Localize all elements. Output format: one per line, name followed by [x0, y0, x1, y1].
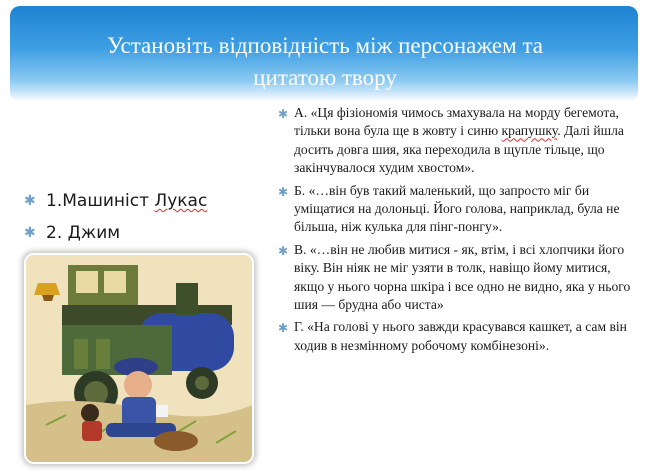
character-item — [22, 186, 262, 218]
bullet-star-icon: ✱ — [278, 107, 289, 121]
character-name-underlined: Лукас — [154, 191, 208, 211]
quote-text: А. «Ця фізіономія чимось змахувала на морду бегемота, тільки вона була ще в жовту і синю — [294, 105, 619, 139]
quote-list — [276, 104, 636, 359]
character-item — [22, 218, 262, 250]
quote-text: В. «…він не любив митися - як, втім, і всі хлопчики його віку. Він ніяк не міг узяти в толк, навіщо йому митися, якщо у нього чорна шкіра і все одно не видно, яка у нього шия — брудна або чиста» — [294, 241, 631, 313]
bullet-star-icon: ✱ — [24, 193, 36, 209]
quote-text: Г. «На голові у нього завжди красувався кашкет, а сам він ходив в незмінному робочому комбінезоні». — [294, 319, 627, 353]
bullet-star-icon: ✱ — [24, 225, 36, 241]
quote-item — [276, 318, 636, 355]
character-name: Джим — [67, 223, 121, 243]
bullet-star-icon: ✱ — [278, 243, 289, 258]
quote-text-underlined: крапушку — [501, 123, 558, 139]
quote-text: . Далі йшла досить довга шия, яка переходила в щупле тільце, що закінчувалося худим хвостом». — [294, 123, 624, 176]
quote-text: Б. «…він був такий маленький, що запросто міг би уміщатися на долоньці. Його голова, наприклад, була не більша, ніж кулька для пінг-понгу». — [294, 182, 620, 235]
character-number: 1. — [46, 191, 63, 211]
illustration-image — [24, 253, 254, 464]
bullet-star-icon: ✱ — [278, 184, 289, 199]
character-name: Машиніст — [62, 191, 155, 211]
slide-title: Установіть відповідність між персонажем та цитатою твору — [106, 33, 543, 90]
quote-item — [276, 241, 636, 315]
quote-item — [276, 182, 636, 237]
character-list — [22, 186, 262, 250]
illustration-drawing — [26, 255, 252, 462]
quote-item — [276, 104, 636, 178]
character-number: 2. — [46, 223, 63, 243]
bullet-star-icon: ✱ — [278, 321, 289, 336]
